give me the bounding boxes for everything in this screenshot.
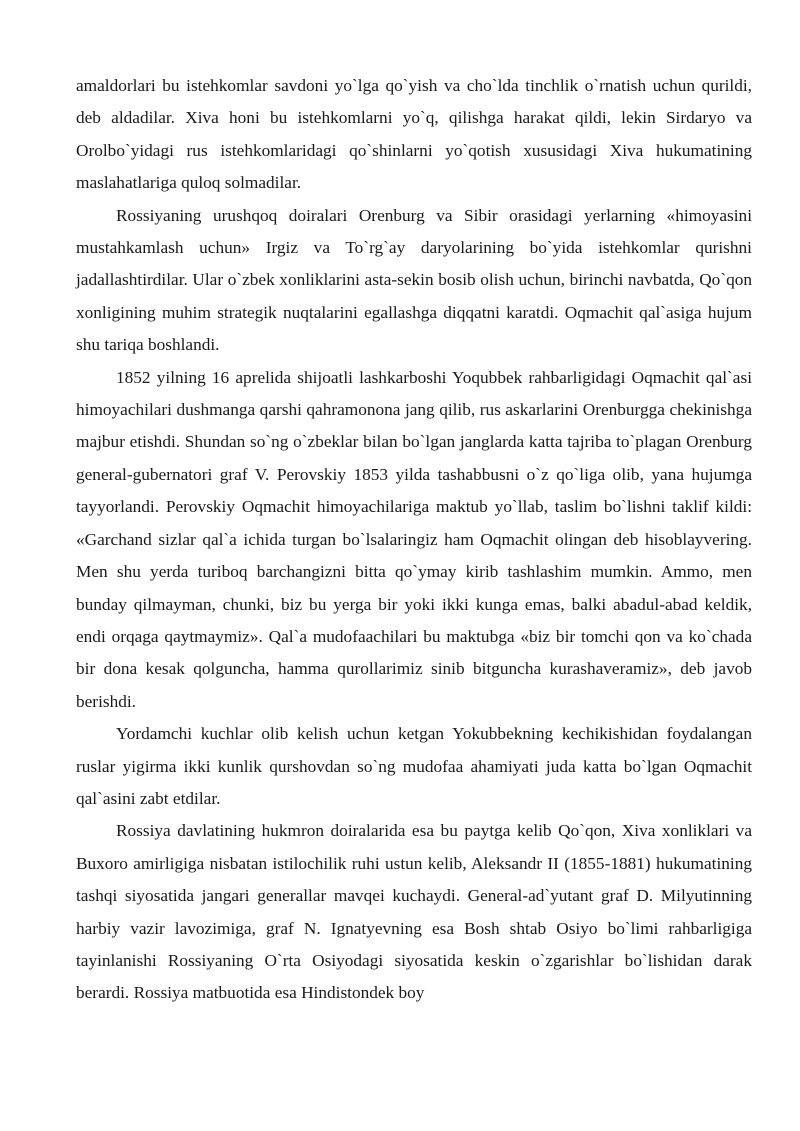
paragraph: 1852 yilning 16 aprelida shijoatli lashkarboshi Yoqubbek rahbarligidagi Oqmachit qal`asi himoyachilari dushmanga qarshi qahramonona jang qilib, rus askarlarini Orenburgga chekinishga majbur etishdi. Shundan so`ng o`zbeklar bilan bo`lgan janglarda katta tajriba to`plagan Orenburg general-gubernatori graf V. Perovskiy 1853 yilda tashabbusni o`z qo`liga olib, yana hujumga tayyorlandi. Perovskiy Oqmachit himoyachilariga maktub yo`llab, taslim bo`lishni taklif kildi: «Garchand sizlar qal`a ichida turgan bo`lsalaringiz ham Oqmachit olingan deb hisoblayvering. Men shu yerda turiboq barchangizni bitta qo`ymay kirib tashlashim mumkin. Ammo, men bunday qilmayman, chunki, biz bu yerga bir yoki ikki kunga emas, balki abadul-abad keldik, endi orqaga qaytmaymiz». Qal`a mudofaachilari bu maktubga «biz bir tomchi qon va ko`chada bir dona kesak qolguncha, hamma qurollarimiz sinib bitguncha kurashaveramiz», deb javob berishdi. xyxy=(76,367,752,711)
paragraph: Yordamchi kuchlar olib kelish uchun ketgan Yokubbekning kechikishidan foydalangan ruslar yigirma ikki kunlik qurshovdan so`ng mudofaa ahamiyati juda katta bo`lgan Oqmachit qal`asini zabt etdilar. xyxy=(76,724,752,808)
body-text xyxy=(76,70,752,1010)
paragraph: amaldorlari bu istehkomlar savdoni yo`lga qo`yish va cho`lda tinchlik o`rnatish uchun qurildi, deb aldadilar. Xiva honi bu istehkomlarni yo`q, qilishga harakat qildi, lekin Sirdaryo va Orolbo`yidagi rus istehkomlaridagi qo`shinlarni yo`qotish xususidagi Xiva hukumatining maslahatlariga quloq solmadilar. xyxy=(76,76,752,193)
paragraph: Rossiya davlatining hukmron doiralarida esa bu paytga kelib Qo`qon, Xiva xonliklari va Buxoro amirligiga nisbatan istilochilik ruhi ustun kelib, Aleksandr II (1855-1881) hukumatining tashqi siyosatida jangari generallar mavqei kuchaydi. General-ad`yutant graf D. Milyutinning harbiy vazir lavozimiga, graf N. Ignatyevning esa Bosh shtab Osiyo bo`limi rahbarligiga tayinlanishi Rossiyaning O`rta Osiyodagi siyosatida keskin o`zgarishlar bo`lishidan darak berardi. Rossiya matbuotida esa Hindistondek boy xyxy=(76,821,752,1003)
paragraph: Rossiyaning urushqoq doiralari Orenburg va Sibir orasidagi yerlarning «himoyasini mustahkamlash uchun» Irgiz va To`rg`ay daryolarining bo`yida istehkomlar qurishni jadallashtirdilar. Ular o`zbek xonliklarini asta-sekin bosib olish uchun, birinchi navbatda, Qo`qon xonligining muhim strategik nuqtalarini egallashga diqqatni karatdi. Oqmachit qal`asiga hujum shu tariqa boshlandi. xyxy=(76,205,752,355)
